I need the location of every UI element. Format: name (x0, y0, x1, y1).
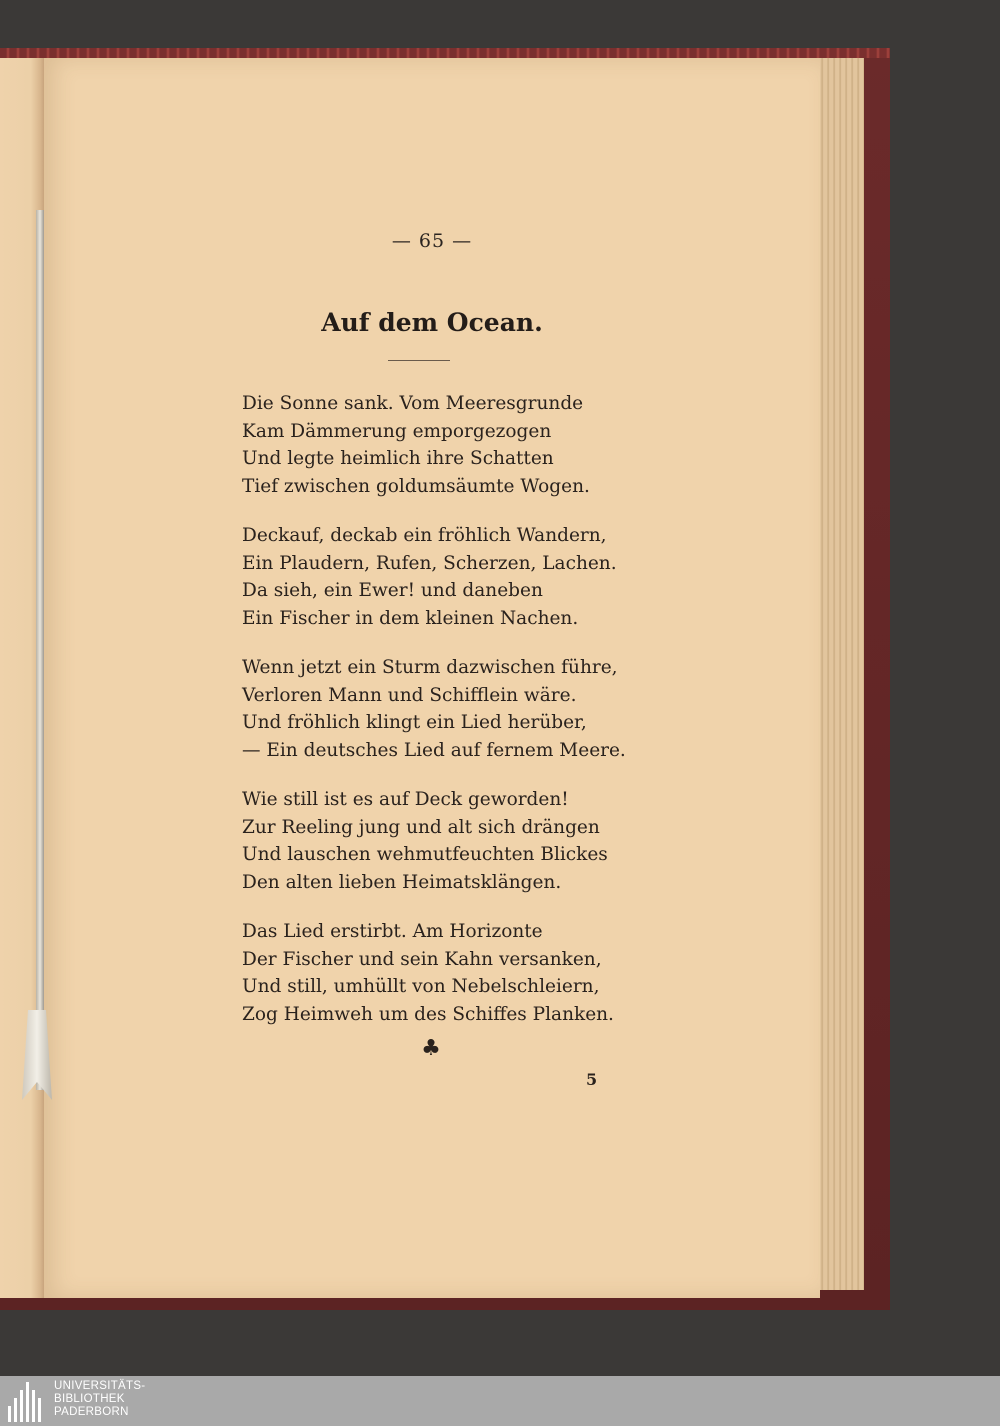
logo-line: BIBLIOTHEK (54, 1393, 125, 1405)
poem-line: Und lauschen wehmutfeuchten Blickes (242, 844, 608, 865)
clover-ornament-icon: ♣ (421, 1036, 441, 1061)
poem-line: — Ein deutsches Lied auf fernem Meere. (242, 739, 626, 761)
stanza (242, 786, 682, 896)
poem-line: Wenn jetzt ein Sturm dazwischen führe, (242, 657, 618, 678)
cover-top-edge (0, 48, 890, 58)
poem-line: Zur Reeling jung und alt sich drängen (242, 816, 600, 838)
title-divider (388, 360, 450, 361)
page-number: — 65 — (391, 230, 473, 252)
poem-line: Ein Fischer in dem kleinen Nachen. (242, 607, 579, 629)
poem-line: Die Sonne sank. Vom Meeresgrunde (242, 393, 584, 414)
library-logo-icon (8, 1382, 46, 1422)
book-page (44, 58, 820, 1298)
poem-line: Ein Plaudern, Rufen, Scherzen, Lachen. (242, 552, 617, 574)
poem-line: Tief zwischen goldumsäumte Wogen. (242, 475, 590, 497)
book-gutter (36, 210, 44, 1090)
poem-line: Und fröhlich klingt ein Lied herüber, (242, 712, 587, 733)
poem-title: Auf dem Ocean. (321, 308, 543, 337)
page-edges (818, 58, 864, 1290)
poem-line: Deckauf, deckab ein fröhlich Wandern, (242, 525, 607, 546)
poem-line: Den alten lieben Heimatsklängen. (242, 871, 562, 893)
stanza (242, 522, 682, 632)
library-logo-text (54, 1380, 145, 1419)
poem-line: Zog Heimweh um des Schiffes Planken. (242, 1003, 614, 1025)
poem-line: Und still, umhüllt von Nebelschleiern, (242, 976, 600, 997)
stanza (242, 390, 682, 500)
stanza (242, 654, 682, 764)
poem-line: Und legte heimlich ihre Schatten (242, 448, 554, 469)
poem-line: Da sieh, ein Ewer! und daneben (242, 580, 543, 601)
logo-line: UNIVERSITÄTS- (54, 1380, 146, 1392)
signature-mark: 5 (586, 1070, 598, 1089)
poem-line: Wie still ist es auf Deck geworden! (242, 789, 569, 810)
poem-line: Das Lied erstirbt. Am Horizonte (242, 921, 543, 942)
stanza (242, 918, 682, 1028)
poem-line: Der Fischer und sein Kahn versanken, (242, 948, 602, 970)
poem-line: Verloren Mann und Schifflein wäre. (242, 684, 577, 706)
logo-line: PADERBORN (54, 1406, 129, 1418)
library-footer (0, 1376, 1000, 1426)
poem-line: Kam Dämmerung emporgezogen (242, 420, 552, 442)
poem-body (242, 390, 682, 1050)
